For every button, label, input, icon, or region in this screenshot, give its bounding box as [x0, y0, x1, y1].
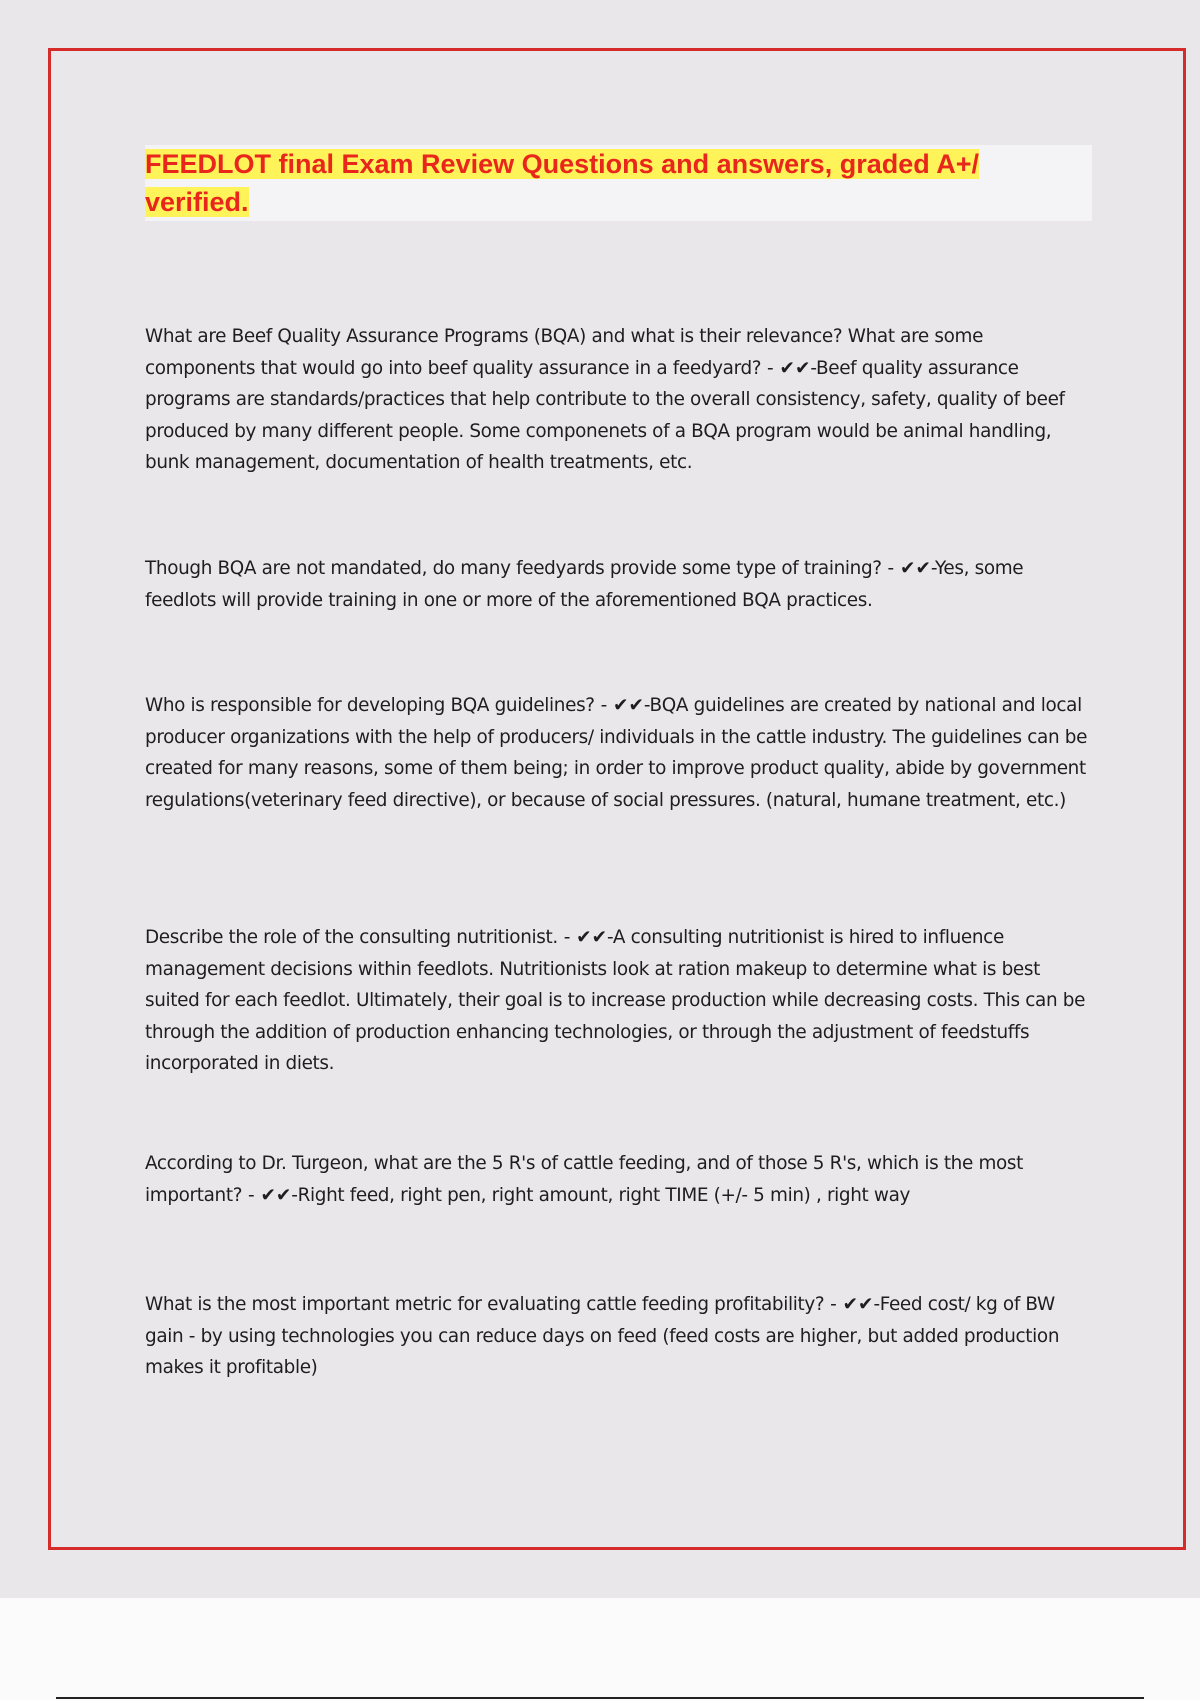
checkmark-icon: - ✔✔: [557, 927, 608, 948]
checkmark-icon: - ✔✔: [761, 357, 811, 379]
footer-divider: [56, 1697, 1144, 1699]
question-text: What is the most important metric for evaluating cattle feeding profitability?: [145, 1294, 825, 1315]
question-text: Who is responsible for developing BQA guidelines?: [145, 695, 595, 716]
answer-text: -Yes, some feedlots will provide training in one or more of the aforementioned BQA practices.: [145, 558, 1024, 611]
document-title: [145, 145, 1050, 221]
answer-text: -Feed cost/ kg of BW gain - by using technologies you can reduce days on feed (feed costs are higher, but added production makes it profitable): [145, 1294, 1060, 1378]
answer-text: -A consulting nutritionist is hired to influence management decisions within feedlots. Nutritionists look at ration makeup to determine what is best suited for each feedlot. Ultimately, their goal is to increase production while decreasing costs. This can be through the addition of production enhancing technologies, or through the adjustment of feedstuffs incorporated in diets.: [145, 927, 1086, 1074]
question-text: Describe the role of the consulting nutritionist.: [145, 927, 558, 948]
answer-text: -Beef quality assurance programs are standards/practices that help contribute to the overall consistency, safety, quality of beef produced by many different people. Some componenets of a BQA program would be animal handling, bunk management, documentation of health treatments, etc.: [145, 357, 1065, 473]
checkmark-icon: - ✔✔: [594, 695, 644, 716]
title-highlight: FEEDLOT final Exam Review Questions and answers, graded A+/ verified.: [145, 149, 979, 217]
answer-text: -BQA guidelines are created by national and local producer organizations with the help of producers/ individuals in the cattle industry. The guidelines can be created for many reasons, some of them being; in order to improve product quality, abide by government regulations(veterinary feed directive), or because of social pressures. (natural, humane treatment, etc.): [145, 695, 1088, 811]
qa-item: [145, 321, 1095, 479]
qa-item: [145, 1148, 1095, 1211]
qa-item: [145, 922, 1095, 1080]
question-text: According to Dr. Turgeon, what are the 5 R's of cattle feeding, and of those 5 R's, which is the most important?: [145, 1153, 1024, 1206]
checkmark-icon: - ✔✔: [824, 1294, 874, 1315]
answer-text: -Right feed, right pen, right amount, right TIME (+/- 5 min) , right way: [291, 1184, 911, 1206]
checkmark-icon: - ✔✔: [881, 558, 931, 579]
qa-item: [145, 553, 1095, 616]
checkmark-icon: - ✔✔: [242, 1184, 292, 1206]
question-text: What are Beef Quality Assurance Programs (BQA) and what is their relevance? What are some components that would go into beef quality assurance in a feedyard?: [145, 326, 984, 379]
qa-item: [145, 690, 1095, 816]
qa-item: [145, 1289, 1095, 1384]
question-text: Though BQA are not mandated, do many feedyards provide some type of training?: [145, 558, 882, 579]
